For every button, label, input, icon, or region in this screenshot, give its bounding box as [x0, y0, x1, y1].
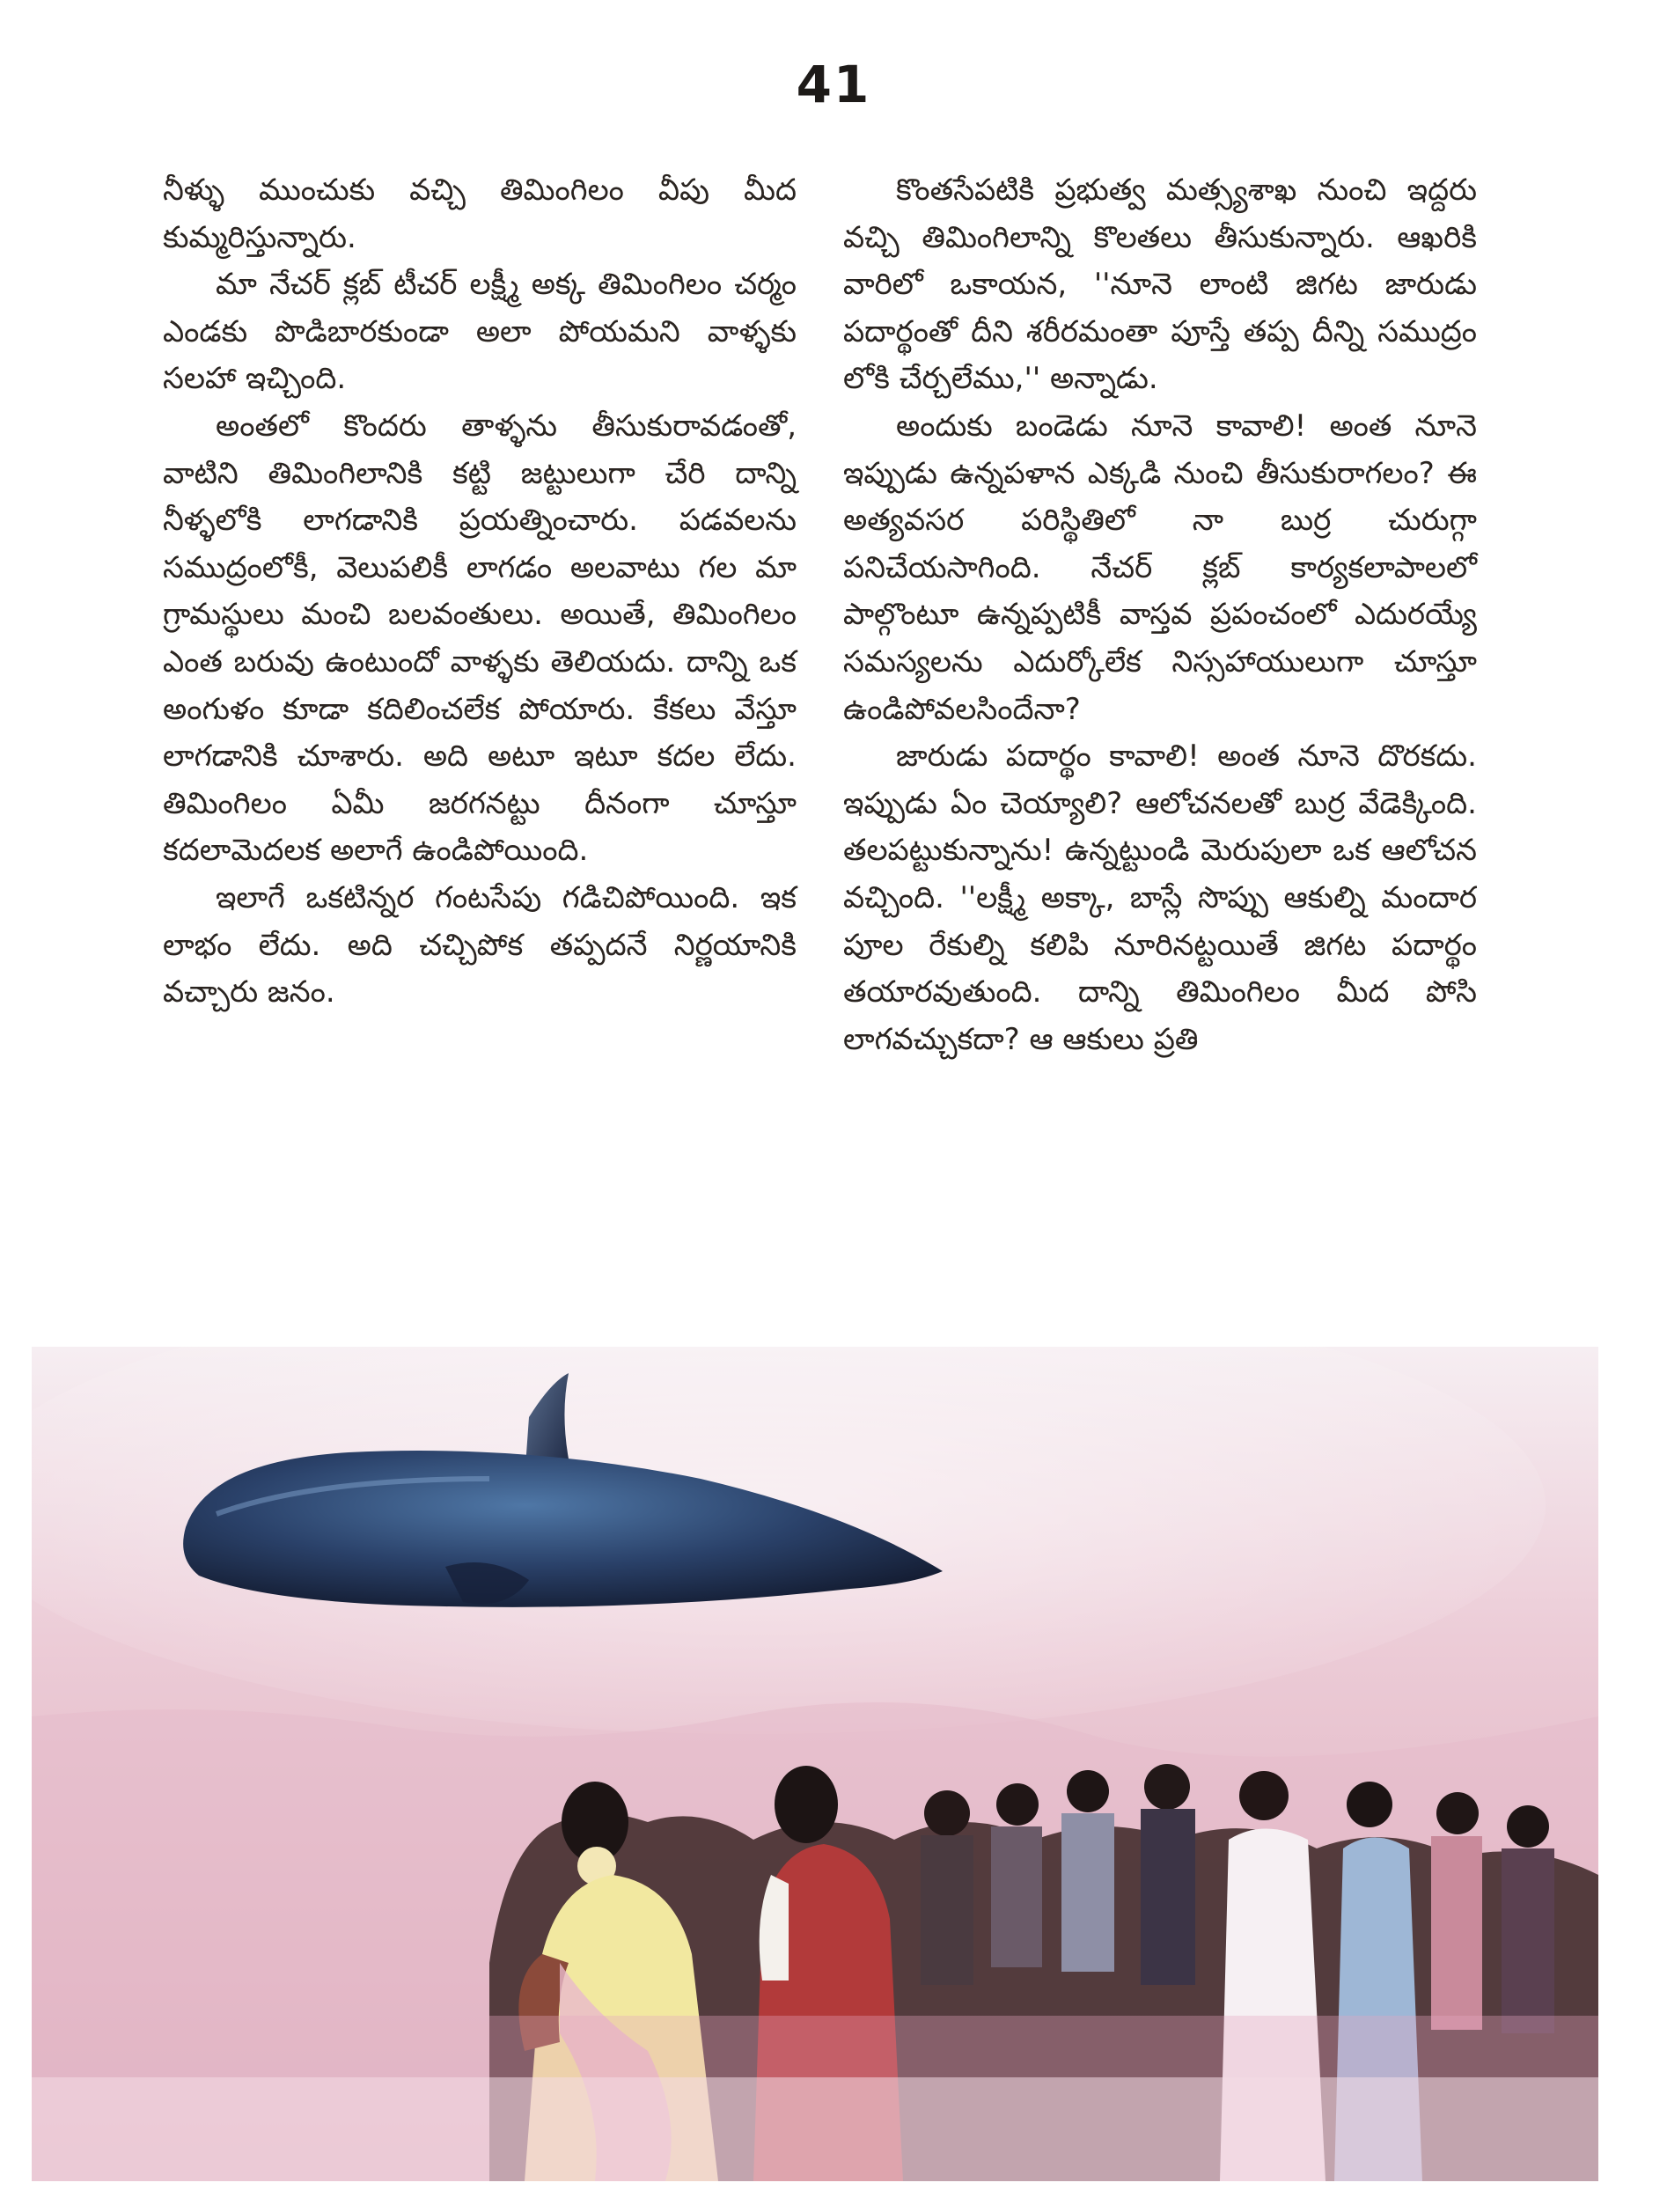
- left-paragraph-4: ఇలాగే ఒకటిన్నర గంటసేపు గడిచిపోయింది. ఇక లాభం లేదు. అది చచ్చిపోక తప్పదనే నిర్ణయానికి వచ్చారు జనం.: [163, 879, 797, 1010]
- whale-crowd-illustration: [32, 1347, 1598, 2181]
- left-paragraph-1: నీళ్ళు ముంచుకు వచ్చి తిమింగిలం వీపు మీద కుమ్మరిస్తున్నారు.: [163, 173, 797, 255]
- page-number: 41: [796, 55, 871, 114]
- woman-red-head: [775, 1766, 838, 1843]
- right-paragraph-3: జారుడు పదార్థం కావాలి! అంత నూనె దొరకదు. ఇప్పుడు ఏం చెయ్యాలి? ఆలోచనలతో బుర్ర వేడెక్కింది. తలపట్టుకున్నాను! ఉన్నట్టుండి మెరుపులా ఒక ఆలోచన వచ్చింది. ''లక్ష్మీ అక్కా, బాస్లే సొప్పు ఆకుల్ని మందార పూల రేకుల్ని కలిపి నూరినట్టయితే జిగట పదార్థం తయారవుతుంది. దాన్ని తిమింగిలం మీద పోసి లాగవచ్చుకదా? ఆ ఆకులు ప్రతి: [843, 739, 1477, 1057]
- right-paragraph-1: కొంతసేపటికి ప్రభుత్వ మత్స్యశాఖ నుంచి ఇద్దరు వచ్చి తిమింగిలాన్ని కొలతలు తీసుకున్నారు. ఆఖరికి వారిలో ఒకాయన, ''నూనె లాంటి జిగట జారుడు పదార్థంతో దీని శరీరమంతా పూస్తే తప్ప దీన్ని సముద్రం లోకి చేర్చలేము,'' అన్నాడు.: [843, 173, 1477, 397]
- left-text-column: [163, 167, 797, 1017]
- left-paragraph-3: అంతలో కొందరు తాళ్ళను తీసుకురావడంతో, వాటిని తిమింగిలానికి కట్టి జట్టులుగా చేరి దాన్ని నీళ్ళలోకి లాగడానికి ప్రయత్నించారు. పడవలను సముద్రంలోకీ, వెలుపలికీ లాగడం అలవాటు గల మా గ్రామస్థులు మంచి బలవంతులు. అయితే, తిమింగిలం ఎంత బరువు ఉంటుందో వాళ్ళకు తెలియదు. దాన్ని ఒక అంగుళం కూడా కదిలించలేక పోయారు. కేకలు వేస్తూ లాగడానికి చూశారు. అది అటూ ఇటూ కదల లేదు. తిమింగిలం ఏమీ జరగనట్టు దీనంగా చూస్తూ కదలామెదలక అలాగే ఉండిపోయింది.: [163, 408, 797, 869]
- right-paragraph-2: అందుకు బండెడు నూనె కావాలి! అంత నూనె ఇప్పుడు ఉన్నపళాన ఎక్కడి నుంచి తీసుకురాగలం? ఈ అత్యవసర పరిస్థితిలో నా బుర్ర చురుగ్గా పనిచేయసాగింది. నేచర్ క్లబ్ కార్యకలాపాలలో పాల్గొంటూ ఉన్నప్పటికీ వాస్తవ ప్రపంచంలో ఎదురయ్యే సమస్యలను ఎదుర్కోలేక నిస్సహాయులుగా చూస్తూ ఉండిపోవలసిందేనా?: [843, 408, 1477, 727]
- right-text-column: [843, 167, 1477, 1063]
- left-paragraph-2: మా నేచర్ క్లబ్ టీచర్ లక్ష్మీ అక్క తిమింగిలం చర్మం ఎండకు పొడిబారకుండా అలా పోయమని వాళ్ళకు సలహా ఇచ్చింది.: [163, 267, 797, 397]
- illustration-svg: [32, 1347, 1598, 2181]
- foreground-mist: [32, 2077, 1598, 2181]
